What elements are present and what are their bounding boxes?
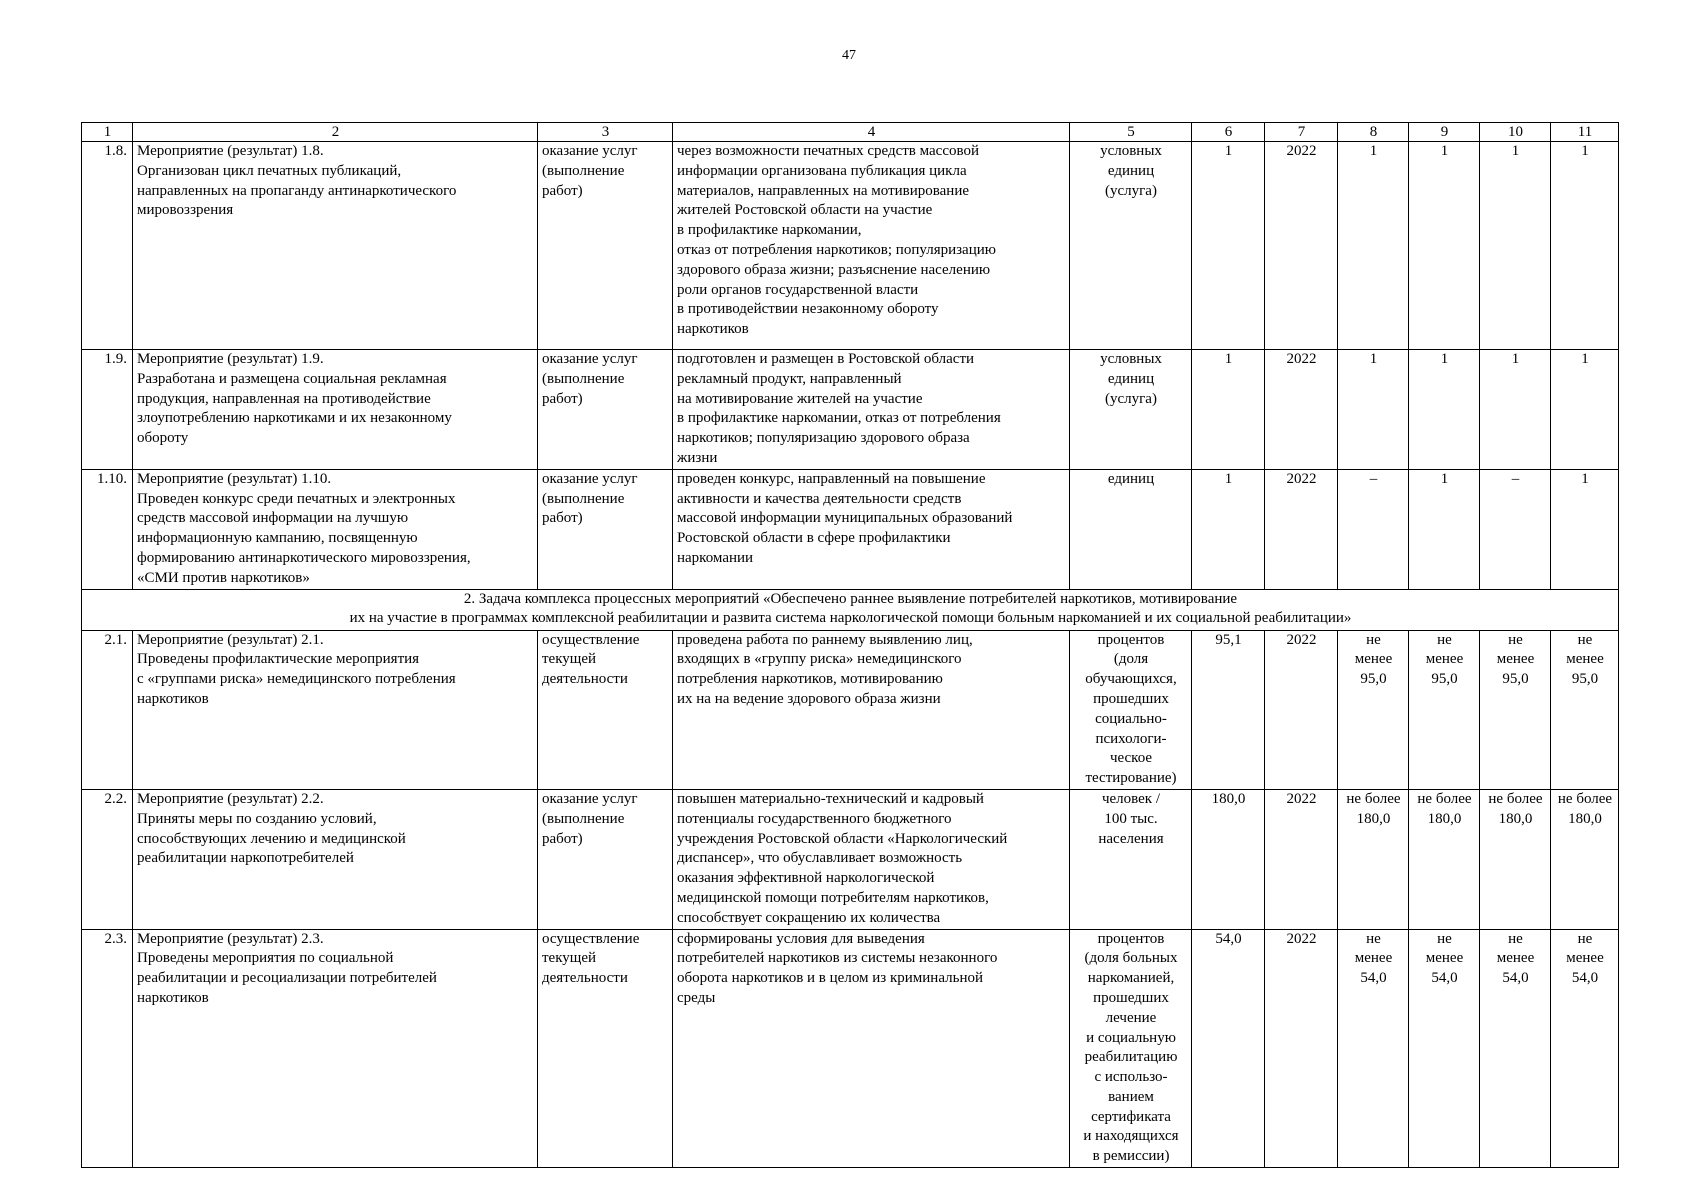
value-col-8: 1 <box>1338 142 1409 350</box>
row-number: 1.9. <box>82 350 133 470</box>
column-header: 9 <box>1409 123 1480 142</box>
value-col-9: 1 <box>1409 142 1480 350</box>
base-value: 1 <box>1192 469 1265 589</box>
measure-description: повышен материально-технический и кадровый потенциалы государственного бюджетного учреждения Ростовской области «Наркологический диспансер», что обуславливает возможность оказания эффективной наркологической медицинской помощи потребителям наркотиков, способствует сокращению их количества <box>673 789 1070 929</box>
column-number-header-row <box>82 123 1619 142</box>
value-col-11: 1 <box>1551 350 1619 470</box>
column-header: 10 <box>1480 123 1551 142</box>
base-year: 2022 <box>1265 630 1338 789</box>
section-2-title: 2. Задача комплекса процессных мероприятий «Обеспечено раннее выявление потребителей наркотиков, мотивирование их на участие в программах комплексной реабилитации и развита система наркологической помощи больным наркоманией и их социальной реабилитации» <box>82 589 1619 630</box>
value-col-8: не более 180,0 <box>1338 789 1409 929</box>
measure-description: подготовлен и размещен в Ростовской области рекламный продукт, направленный на мотивирование жителей на участие в профилактике наркомании, отказ от потребления наркотиков; популяризацию здорового образа жизни <box>673 350 1070 470</box>
measure-type: осуществление текущей деятельности <box>538 929 673 1168</box>
measure-name: Мероприятие (результат) 1.10. Проведен конкурс среди печатных и электронных средств массовой информации на лучшую информационную кампанию, посвященную формированию антинаркотического мировоззрения, «СМИ против наркотиков» <box>133 469 538 589</box>
value-col-9: 1 <box>1409 469 1480 589</box>
value-col-10: не менее 95,0 <box>1480 630 1551 789</box>
row-number: 2.2. <box>82 789 133 929</box>
measure-description: сформированы условия для выведения потребителей наркотиков из системы незаконного оборота наркотиков и в целом из криминальной среды <box>673 929 1070 1168</box>
unit-of-measure: процентов (доля больных наркоманией, прошедших лечение и социальную реабилитацию с использо- ванием сертификата и находящихся в ремиссии) <box>1070 929 1192 1168</box>
section-header-row <box>82 589 1619 630</box>
column-header: 8 <box>1338 123 1409 142</box>
column-header: 5 <box>1070 123 1192 142</box>
unit-of-measure: условных единиц (услуга) <box>1070 142 1192 350</box>
value-col-10: 1 <box>1480 142 1551 350</box>
value-col-9: 1 <box>1409 350 1480 470</box>
value-col-9: не более 180,0 <box>1409 789 1480 929</box>
measure-type: оказание услуг (выполнение работ) <box>538 142 673 350</box>
measure-name: Мероприятие (результат) 2.3. Проведены мероприятия по социальной реабилитации и ресоциализации потребителей наркотиков <box>133 929 538 1168</box>
value-col-10: – <box>1480 469 1551 589</box>
column-header: 3 <box>538 123 673 142</box>
base-year: 2022 <box>1265 142 1338 350</box>
measure-type: оказание услуг (выполнение работ) <box>538 469 673 589</box>
measure-type: оказание услуг (выполнение работ) <box>538 789 673 929</box>
measure-name: Мероприятие (результат) 2.1. Проведены профилактические мероприятия с «группами риска» немедицинского потребления наркотиков <box>133 630 538 789</box>
value-col-8: – <box>1338 469 1409 589</box>
base-year: 2022 <box>1265 929 1338 1168</box>
value-col-11: не менее 54,0 <box>1551 929 1619 1168</box>
base-value: 54,0 <box>1192 929 1265 1168</box>
base-value: 180,0 <box>1192 789 1265 929</box>
value-col-11: 1 <box>1551 469 1619 589</box>
row-number: 2.3. <box>82 929 133 1168</box>
column-header: 6 <box>1192 123 1265 142</box>
unit-of-measure: единиц <box>1070 469 1192 589</box>
unit-of-measure: человек / 100 тыс. населения <box>1070 789 1192 929</box>
measure-name: Мероприятие (результат) 1.8. Организован цикл печатных публикаций, направленных на пропаганду антинаркотического мировоззрения <box>133 142 538 350</box>
measure-description: проведена работа по раннему выявлению лиц, входящих в «группу риска» немедицинского потребления наркотиков, мотивированию их на на ведение здорового образа жизни <box>673 630 1070 789</box>
base-year: 2022 <box>1265 350 1338 470</box>
measure-name: Мероприятие (результат) 2.2. Приняты меры по созданию условий, способствующих лечению и медицинской реабилитации наркопотребителей <box>133 789 538 929</box>
measure-description: через возможности печатных средств массовой информации организована публикация цикла материалов, направленных на мотивирование жителей Ростовской области на участие в профилактике наркомании, отказ от потребления наркотиков; популяризацию здорового образа жизни; разъяснение населению роли органов государственной власти в противодействии незаконному обороту наркотиков <box>673 142 1070 350</box>
row-number: 1.8. <box>82 142 133 350</box>
unit-of-measure: условных единиц (услуга) <box>1070 350 1192 470</box>
column-header: 11 <box>1551 123 1619 142</box>
measures-table <box>81 122 1619 1168</box>
base-year: 2022 <box>1265 469 1338 589</box>
table-row <box>82 630 1619 789</box>
column-header: 4 <box>673 123 1070 142</box>
column-header: 2 <box>133 123 538 142</box>
measure-type: осуществление текущей деятельности <box>538 630 673 789</box>
unit-of-measure: процентов (доля обучающихся, прошедших социально- психологи- ческое тестирование) <box>1070 630 1192 789</box>
value-col-10: 1 <box>1480 350 1551 470</box>
value-col-8: 1 <box>1338 350 1409 470</box>
table-row <box>82 469 1619 589</box>
table-row <box>82 350 1619 470</box>
base-year: 2022 <box>1265 789 1338 929</box>
value-col-11: не более 180,0 <box>1551 789 1619 929</box>
base-value: 1 <box>1192 142 1265 350</box>
page-number: 47 <box>842 48 856 63</box>
measure-name: Мероприятие (результат) 1.9. Разработана и размещена социальная рекламная продукция, направленная на противодействие злоупотреблению наркотиками и их незаконному обороту <box>133 350 538 470</box>
value-col-8: не менее 95,0 <box>1338 630 1409 789</box>
row-number: 1.10. <box>82 469 133 589</box>
value-col-9: не менее 54,0 <box>1409 929 1480 1168</box>
column-header: 7 <box>1265 123 1338 142</box>
value-col-10: не более 180,0 <box>1480 789 1551 929</box>
measure-description: проведен конкурс, направленный на повышение активности и качества деятельности средств массовой информации муниципальных образований Ростовской области в сфере профилактики наркомании <box>673 469 1070 589</box>
base-value: 1 <box>1192 350 1265 470</box>
value-col-11: не менее 95,0 <box>1551 630 1619 789</box>
value-col-8: не менее 54,0 <box>1338 929 1409 1168</box>
value-col-11: 1 <box>1551 142 1619 350</box>
row-number: 2.1. <box>82 630 133 789</box>
value-col-9: не менее 95,0 <box>1409 630 1480 789</box>
base-value: 95,1 <box>1192 630 1265 789</box>
measure-type: оказание услуг (выполнение работ) <box>538 350 673 470</box>
table-row <box>82 929 1619 1168</box>
table-row <box>82 142 1619 350</box>
value-col-10: не менее 54,0 <box>1480 929 1551 1168</box>
table-row <box>82 789 1619 929</box>
column-header: 1 <box>82 123 133 142</box>
